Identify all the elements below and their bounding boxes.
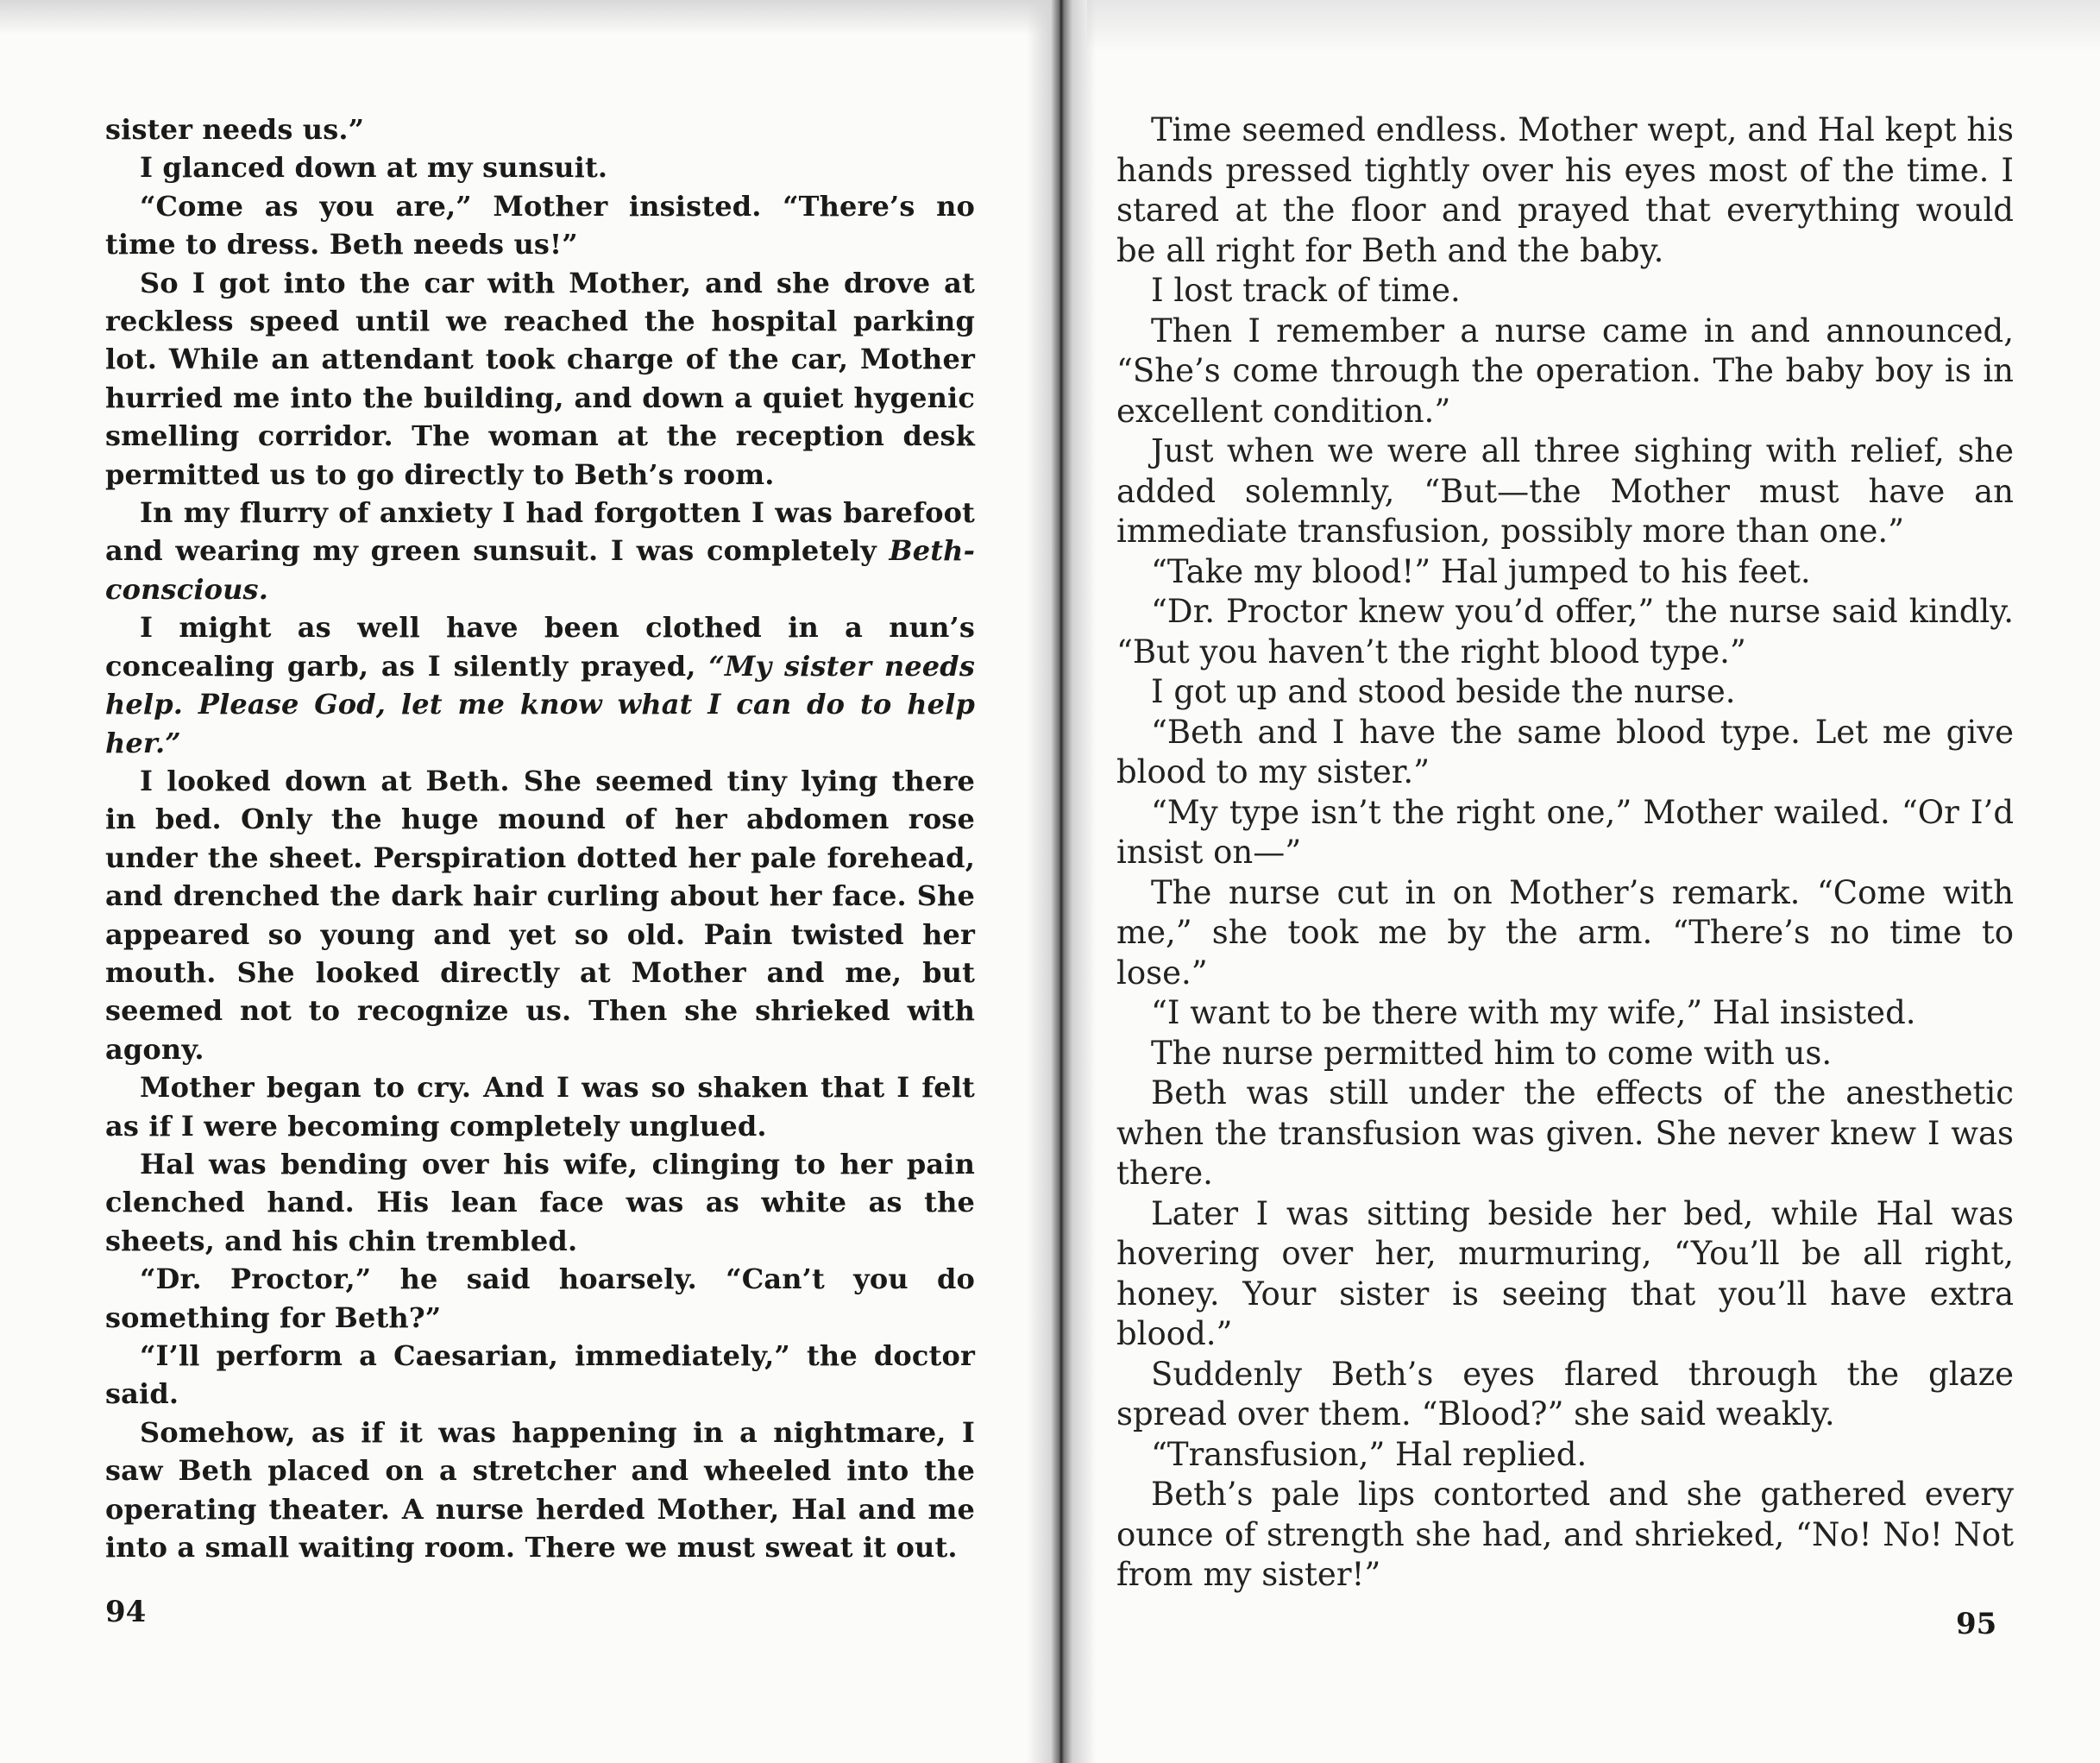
paragraph: The nurse permitted him to come with us. <box>1151 1034 1833 1072</box>
paragraph: “Come as you are,” Mother insisted. “There’s no time to dress. Beth needs us!” <box>105 189 975 261</box>
paragraph: Beth’s pale lips contorted and she gathered every ounce of strength she had, and shrieked, “No! No! Not from my sister!” <box>1116 1476 2014 1593</box>
book-gutter <box>1027 0 1096 1763</box>
left-page-text <box>105 110 975 1566</box>
paragraph: Later I was sitting beside her bed, while Hal was hovering over her, murmuring, “You’ll be all right, honey. Your sister is seeing that you’ll have extra blood.” <box>1116 1194 2014 1352</box>
paragraph <box>105 494 975 608</box>
paragraph: “I want to be there with my wife,” Hal insisted. <box>1151 994 1916 1031</box>
paragraph: I lost track of time. <box>1151 272 1461 309</box>
paragraph: Somehow, as if it was happening in a nightmare, I saw Beth placed on a stretcher and wheeled into the operating theater. A nurse herded Mother, Hal and me into a small waiting room. There we must sweat it out. <box>105 1415 975 1565</box>
page-number: 95 <box>1956 1607 1997 1641</box>
paragraph: Beth was still under the effects of the anesthetic when the transfusion was given. She never knew I was there. <box>1116 1074 2014 1192</box>
paragraph: The nurse cut in on Mother’s remark. “Come with me,” she took me by the arm. “There’s no time to lose.” <box>1116 873 2014 992</box>
paragraph: sister needs us.” <box>105 113 365 146</box>
paragraph: Time seemed endless. Mother wept, and Hal kept his hands pressed tightly over his eyes most of the time. I stared at the floor and prayed that everything would be all right for Beth and the baby. <box>1116 111 2014 269</box>
right-page-text <box>1116 110 2014 1596</box>
page-number: 94 <box>105 1595 147 1629</box>
paragraph: I looked down at Beth. She seemed tiny lying there in bed. Only the huge mound of her abdomen rose under the sheet. Perspiration dotted her pale forehead, and drenched the dark hair curling about her face. She appeared so young and yet so old. Pain twisted her mouth. She looked directly at Mother and me, but seemed not to recognize us. Then she shrieked with agony. <box>105 764 975 1066</box>
paragraph: “I’ll perform a Caesarian, immediately,” the doctor said. <box>105 1339 975 1411</box>
paragraph: I glanced down at my sunsuit. <box>140 151 608 185</box>
paragraph: “Beth and I have the same blood type. Let me give blood to my sister.” <box>1116 713 2014 790</box>
paragraph: So I got into the car with Mother, and she drove at reckless speed until we reached the hospital parking lot. While an attendant took charge of the car, Mother hurried me into the building, and down a quiet hygenic smelling corridor. The woman at the reception desk permitted us to go directly to Beth’s room. <box>105 266 975 491</box>
paragraph: Just when we were all three sighing with relief, she added solemnly, “But—the Mother must have an immediate transfusion, possibly more than one.” <box>1116 432 2014 550</box>
paragraph-text: I might as well have been clothed in a nun’s concealing garb, as I silently prayed, <box>105 611 975 683</box>
paragraph: “Dr. Proctor,” he said hoarsely. “Can’t you do something for Beth?” <box>105 1262 975 1334</box>
paragraph: “Dr. Proctor knew you’d offer,” the nurse said kindly. “But you haven’t the right blood type.” <box>1116 593 2014 671</box>
paragraph: Hal was bending over his wife, clinging to her pain clenched hand. His lean face was as white as the sheets, and his chin trembled. <box>105 1147 975 1257</box>
italic-text: “My sister needs help. Please God, let me know what I can do to help her.” <box>105 649 975 759</box>
paragraph-text: In my flurry of anxiety I had forgotten I was barefoot and wearing my green sunsuit. I was completely <box>105 496 975 568</box>
paragraph: Mother began to cry. And I was so shaken that I felt as if I were becoming completely unglued. <box>105 1071 975 1143</box>
paragraph: “My type isn’t the right one,” Mother wailed. “Or I’d insist on—” <box>1116 793 2014 871</box>
paragraph: “Transfusion,” Hal replied. <box>1151 1435 1588 1473</box>
paragraph <box>105 608 975 762</box>
italic-text: Beth-conscious. <box>105 534 975 606</box>
left-page <box>0 0 1035 1763</box>
paragraph: “Take my blood!” Hal jumped to his feet. <box>1151 552 1811 590</box>
paragraph: Suddenly Beth’s eyes flared through the glaze spread over them. “Blood?” she said weakly. <box>1116 1355 2014 1432</box>
paragraph: I got up and stood beside the nurse. <box>1151 673 1736 710</box>
paragraph: Then I remember a nurse came in and announced, “She’s come through the operation. The baby boy is in excellent condition.” <box>1116 312 2014 430</box>
right-page <box>1089 0 2100 1763</box>
